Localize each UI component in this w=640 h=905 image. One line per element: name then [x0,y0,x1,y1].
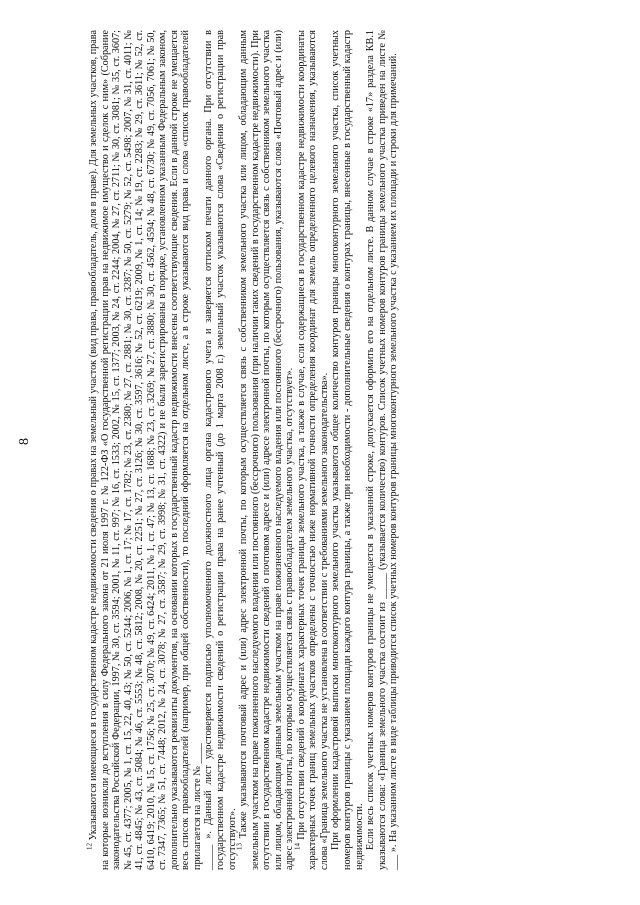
footnote-12-paragraph-1: $^{12}$ Указываются имеющиеся в государственном кадастре недвижимости сведения о правах на земельный участок (вид права, правообладатель, доля в праве). Для земельных участков, права на которые возникли до вступления в силу Федерального закона от 21 июля 1997 г. № 122-ФЗ «О государственной регистрации прав на недвижимое имущество и сделок с ним» (Собрание законодательства Российской Федерации, 1997, № 30, ст. 3594; 2001, № 11, ст. 997; № 16, ст. 1533; 2002, № 15, ст. 1377; 2003, № 24, ст. 2244; 2004, № 27, ст. 2711; № 30, ст. 3081; № 35, ст. 3607; № 45, ст. 4377; 2005, № 1, ст. 15, 22, 40, 43; № 50, ст. 5244; 2006, № 1, ст. 17; № 17, ст. 1782; № 23, ст. 2380; № 27, ст. 2881; № 30, ст. 3287; № 50, ст. 5279; № 52, ст. 5498; 2007, № 31, ст. 4011; № 41, ст. 4845; № 43, ст. 5084; № 46, ст. 5553; № 48, ст. 5812; 2008, № 20, ст. 2251; № 27, ст. 3126; № 30, ст. 3597, 3616; № 52, ст. 6219; 2009, № 1, ст. 14; № 19, ст. 2283; № 29, ст. 3611; № 52, ст. 6410, 6419; 2010, № 15, ст. 1756; № 25, ст. 3070; № 49, ст. 6424; 2011, № 1, ст. 47; № 13, ст. 1688; № 23, ст. 3269; № 27, ст. 3880; № 30, ст. 4562, 4594; № 48, ст. 6730; № 49, ст. 7056, 7061; № 50, ст. 7347, 7365; № 51, ст. 7448; 2012, № 24, ст. 3078; № 27, ст. 3587; № 29, ст. 3998; № 31, ст. 4322) и не были зарегистрированы в порядке, установленном указанным Федеральным законом, дополнительно указываются реквизиты документов, на основании которых в государственный кадастр недвижимости внесены соответствующие сведения. Если в данной строке не умещается весь список правообладателей (например, при общей собственности), то последний оформляется на отдельном листе, а в строке указываются вид права и слова «список правообладателей прилагается на листе № ____ [85,30,203,870]
page-number: 8 [17,438,32,445]
footnote-12-paragraph-2: _____ ». Данный лист удостоверяется подписью уполномоченного должностного лица органа кадастрового учета и заверяется оттиском печати данного органа. При отсутствии в государственном кадастре недвижимости сведений о регистрации права на ранее учтенный (до 1 марта 2008 г.) земельный участок указываются слова «Сведения о регистрации прав отсутствуют». [203,30,238,870]
footnote-14-paragraph-2: При оформлении кадастровой выписки многоконтурного земельного участка указываются общее количество контуров границы многоконтурного земельного участка, список учетных номеров контуров границы с указанием площади каждого контура границы, а также при необходимости - дополнительные сведения о контурах границы, внесенные в государственный кадастр недвижимости. [330,30,365,870]
footnote-14-paragraph-1: $^{14}$ При отсутствии сведений о координатах характерных точек границы земельного участка, а также в случае, если содержащиеся в государственном кадастре недвижимости координаты характерных точек границ земельных участков определены с точностью ниже нормативной точности определения координат для земель определенного целевого назначения, указываются слова «Граница земельного участка не установлена в соответствии с требованиями земельного законодательства». [293,30,330,870]
footnote-marker: 14 [293,843,302,850]
footnote-14-paragraph-3: Если весь список учетных номеров контуров границы не умещается в указанной строке, допускается оформить его на отдельном листе. В данном случае в строке «17» раздела КВ.1 указываются слова: «Граница земельного участка состоит из _____ (указывается количество) контуров. Список учетных номеров контуров границы земельного участка приведен на листе № ___ ». На указанном листе в виде таблицы приводится список учетных номеров контуров границы многоконтурного земельного участка с указанием их площади и строки для примечаний. [365,30,400,870]
footnotes-text [85,30,560,870]
footnote-marker: 13 [235,843,244,850]
footnote-13-paragraph-1: $^{13}$ Также указываются почтовый адрес и (или) адрес электронной почты, по которым осуществляется связь с собственником земельного участка или лицом, обладающим данным земельным участком на праве пожизненного наследуемого владения или постоянного (бессрочного) пользования (при наличии таких сведений в государственном кадастре недвижимости). При отсутствии в государственном кадастре недвижимости сведений о почтовом адресе и (или) адресе электронной почты, по которым осуществляется связь с собственником земельного участка или лицом, обладающим данным земельным участком на праве пожизненного наследуемого владения или постоянного (бессрочного) пользования, указываются слова «Почтовый адрес и (или) адрес электронной почты, по которым осуществляется связь с правообладателем земельного участка, отсутствует». [235,30,296,870]
footnote-marker: 12 [85,843,94,850]
rotated-text-block [85,30,560,870]
